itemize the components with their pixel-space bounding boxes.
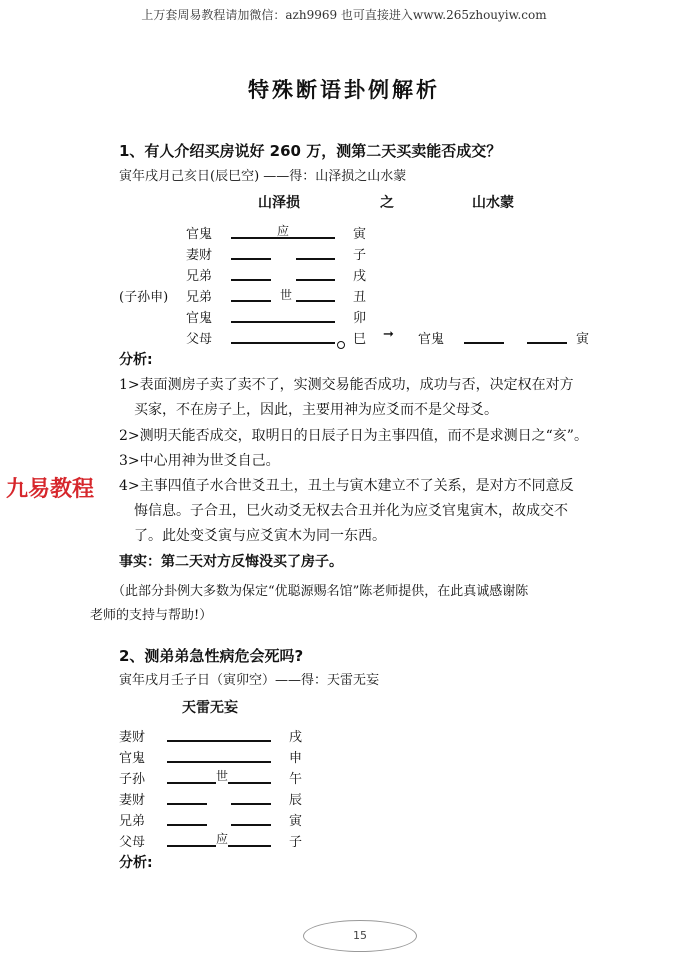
q1-yin-line-right <box>296 300 335 302</box>
q2-yin-line-left <box>167 824 207 826</box>
q2-yin-line-left <box>167 803 207 805</box>
q1-fact: 事实：第二天对方反悔没买了房子。 <box>119 554 343 570</box>
q1-point: 2>测明天能否成交，取明日的日辰子日为主事四值，而不是求测日之“亥”。 <box>119 428 588 444</box>
q2-date-line: 寅年戌月壬子日（寅卯空）——得：天雷无妄 <box>119 673 380 688</box>
header-banner: 上万套周易教程请加微信：azh9969 也可直接进入www.265zhouyiw.com <box>141 8 547 22</box>
q1-changed-branch: 寅 <box>576 332 590 347</box>
q2-analysis-label: 分析: <box>119 855 153 871</box>
q1-line-label: 官鬼 <box>186 227 213 242</box>
q1-line-label: 兄弟 <box>186 269 213 284</box>
q2-hex-name: 天雷无妄 <box>182 700 238 716</box>
q1-line-label: 官鬼 <box>186 311 213 326</box>
q1-line-branch: 子 <box>353 248 367 263</box>
q1-hidden-spirit: (子孙申) <box>119 290 169 305</box>
q2-line-branch: 戌 <box>289 730 303 745</box>
q1-yin-line-left <box>231 258 271 260</box>
q1-line-branch: 寅 <box>353 227 367 242</box>
q1-line-label: 兄弟 <box>186 290 213 305</box>
q2-line-label: 父母 <box>119 835 146 850</box>
page-number: 15 <box>353 929 367 942</box>
q1-point: 3>中心用神为世爻自己。 <box>119 453 280 469</box>
q1-line-branch: 卯 <box>353 311 367 326</box>
q1-line-label: 父母 <box>186 332 213 347</box>
q1-analysis-label: 分析: <box>119 352 153 368</box>
watermark-logo: 九易教程 <box>6 472 98 503</box>
q1-line-label: 妻财 <box>186 248 213 263</box>
q1-line-branch: 丑 <box>353 290 367 305</box>
q2-line-label: 妻财 <box>119 793 146 808</box>
q2-line-label: 官鬼 <box>119 751 146 766</box>
q1-shi-marker: 世 <box>280 288 293 302</box>
page-number-badge <box>303 920 417 952</box>
q1-ying-marker: 应 <box>277 224 290 238</box>
q1-yang-line <box>231 342 335 344</box>
q1-point: 了。此处变爻寅与应爻寅木为同一东西。 <box>134 528 386 544</box>
q1-hex-changed: 山水蒙 <box>472 195 514 211</box>
q1-yang-line <box>231 321 335 323</box>
q2-yin-line-right <box>231 803 271 805</box>
q1-date-line: 寅年戌月己亥日(辰巳空) ——得：山泽损之山水蒙 <box>119 169 407 184</box>
q1-point: 4>主事四值子水合世爻丑土，丑土与寅木建立不了关系，是对方不同意反 <box>119 478 574 494</box>
q1-note-line2: 老师的支持与帮助!） <box>90 608 213 623</box>
q1-point: 买家，不在房子上，因此，主要用神为应爻而不是父母爻。 <box>134 402 498 418</box>
q1-yin-line-right <box>296 279 335 281</box>
q2-shi-marker: 世 <box>216 769 229 783</box>
q2-line-label: 妻财 <box>119 730 146 745</box>
q2-line-label: 兄弟 <box>119 814 146 829</box>
q1-line-branch: 巳 <box>353 332 367 347</box>
moving-line-circle-icon <box>337 334 345 353</box>
page-title: 特殊断语卦例解析 <box>248 78 440 102</box>
q1-changed-yin-left <box>464 342 504 344</box>
q2-line-branch: 午 <box>289 772 303 787</box>
q1-point: 悔信息。子合丑，巳火动爻无权去合丑并化为应爻官鬼寅木，故成交不 <box>134 503 568 519</box>
q2-line-branch: 申 <box>289 751 303 766</box>
q2-ying-marker: 应 <box>216 832 229 846</box>
q2-yang-line <box>167 761 271 763</box>
q1-yin-line-left <box>231 300 271 302</box>
q2-line-label: 子孙 <box>119 772 146 787</box>
q1-line-branch: 戌 <box>353 269 367 284</box>
q2-line-branch: 寅 <box>289 814 303 829</box>
q1-yin-line-right <box>296 258 335 260</box>
question-1: 1、有人介绍买房说好 260 万，测第二天买卖能否成交？ <box>119 142 502 160</box>
q2-line-branch: 子 <box>289 835 303 850</box>
q1-changed-label: 官鬼 <box>418 332 445 347</box>
q1-changed-yin-right <box>527 342 567 344</box>
q2-line-branch: 辰 <box>289 793 303 808</box>
arrow-right-icon: ➞ <box>383 327 394 342</box>
q1-hex-connector: 之 <box>380 195 394 211</box>
q1-note-line1: （此部分卦例大多数为保定“优聪源赐名馆”陈老师提供，在此真诚感谢陈 <box>112 584 529 599</box>
q1-yin-line-left <box>231 279 271 281</box>
q2-yang-line <box>167 740 271 742</box>
q1-point: 1>表面测房子卖了卖不了，实测交易能否成功，成功与否，决定权在对方 <box>119 377 574 393</box>
question-2: 2、测弟弟急性病危会死吗? <box>119 647 304 665</box>
q2-yin-line-right <box>231 824 271 826</box>
q1-hex-original: 山泽损 <box>258 195 300 211</box>
